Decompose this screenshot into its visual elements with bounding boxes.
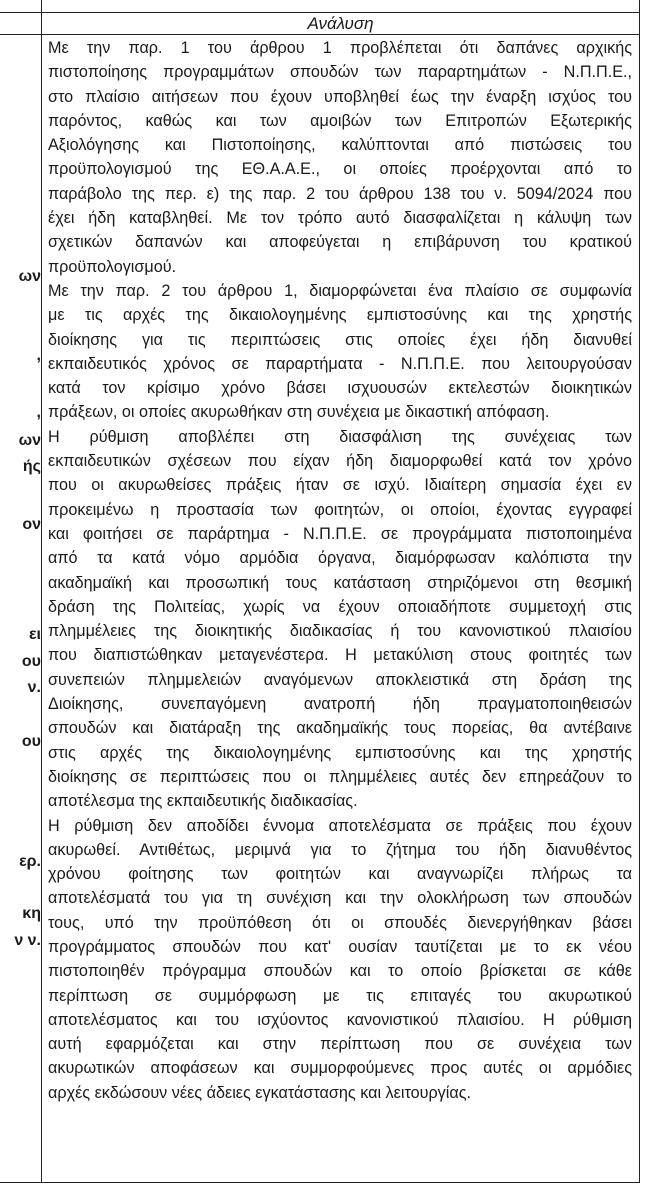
text-line: παρόντος, καθώς και των αμοιβών των Επιτροπών Εξωτερικής (48, 111, 632, 130)
analysis-paragraph (48, 814, 632, 1106)
text-line: Η ρύθμιση αποβλέπει στη διασφάλιση της συνέχειας των (48, 427, 632, 446)
text-line: αποτελέσματά του για τη συνέχιση και την ολοκλήρωση των σπουδών (48, 889, 632, 908)
text-line: στις αρχές της δικαιολογημένης εμπιστοσύνης και της χρηστής (48, 743, 632, 762)
text-line: κατά τον κρίσιμο χρόνο βάσει ισχυουσών εκτελεστών διοικητικών (48, 379, 632, 398)
text-line: σπουδών και διατάραξη της ακαδημαϊκής τους πορείας, θα αντέβαινε (48, 719, 632, 738)
analysis-paragraph (48, 279, 632, 425)
text-line: προκειμένω η προστασία των φοιτητών, οι οποίοι, έχοντας εγγραφεί (48, 500, 632, 519)
text-line: αρχές εκδώσουν νέες άδειες εγκατάστασης και λειτουργίας. (48, 1083, 472, 1102)
left-text-fragment: ου (21, 733, 41, 750)
text-line: χρόνου φοίτησης των φοιτητών και αναγνωρίζει πλήρως τα (48, 865, 632, 884)
text-line: διοίκησης σε περιπτώσεις που οι πλημμέλειες αυτές δεν επηρεάζουν το (48, 767, 632, 786)
text-line: πράξεων, οι οποίες ακυρωθήκαν στη συνέχεια με δικαστική απόφαση. (48, 403, 550, 422)
text-line: προϋπολογισμού της ΕΘ.Α.Α.Ε., οι οποίες προέρχονται από το (48, 160, 632, 179)
text-line: Η ρύθμιση δεν αποδίδει έννομα αποτελέσματα σε πράξεις που έχουν (48, 816, 632, 835)
left-text-fragment: κη (22, 905, 41, 922)
left-text-fragment: ον (22, 516, 41, 533)
table-bottom-border (0, 1182, 640, 1183)
left-text-fragment: ν ν. (14, 932, 41, 949)
column-divider (41, 0, 42, 1183)
text-line: δράση της Πολιτείας, χωρίς να έχουν οποιαδήποτε συμμετοχή στις (48, 597, 632, 616)
table-header-border (0, 34, 640, 35)
text-line: προϋπολογισμού. (48, 257, 177, 276)
left-text-fragment: ερ. (19, 853, 41, 870)
text-line: που διαπιστώθηκαν μεταγενέστερα. Η μετακύλιση στους φοιτητές των (48, 646, 632, 665)
text-line: συνεπειών πλημμελειών αναγόμενων αποκλειστικά στη δράση της (48, 670, 632, 689)
text-line: τους, υπό την προϋπόθεση ότι οι σπουδές διενεργήθηκαν βάσει (48, 913, 632, 932)
left-text-fragment: ει (28, 626, 41, 643)
text-line: παράβολο της περ. ε) της παρ. 2 του άρθρου 138 του ν. 5094/2024 που (48, 184, 632, 203)
text-line: διοίκησης για τις περιπτώσεις στις οποίες έχει ήδη διανυθεί (48, 330, 632, 349)
text-line: προγράμματος σπουδών που κατ' ουσίαν ταυτίζεται με το εκ νέου (48, 937, 632, 956)
text-line: αποτελέσματος και του ισχύοντος κανονιστικού πλαισίου. Η ρύθμιση (48, 1010, 632, 1029)
analysis-paragraph (48, 36, 632, 279)
text-line: Αξιολόγησης και Πιστοποίησης, καλύπτονται από πιστώσεις του (48, 136, 632, 155)
text-line: εκπαιδευτικός χρόνος σε παραρτήματα - Ν.Π.Π.Ε. που λειτουργούσαν (48, 354, 632, 373)
left-column-cut-off (0, 35, 41, 1182)
text-line: ακαδημαϊκή και προσωπική τους κατάσταση στηριζόμενοι στη θεσμική (48, 573, 632, 592)
text-line: στο πλαίσιο αιτήσεων που έχουν υποβληθεί έως την έναρξη ισχύος του (48, 87, 632, 106)
analysis-text (48, 36, 632, 1105)
left-text-fragment: ου (21, 653, 41, 670)
column-header: Ανάλυση (307, 14, 374, 33)
left-text-fragment: , (36, 404, 41, 421)
text-line: εκπαιδευτικών σχέσεων που είχαν ήδη διαμορφωθεί κατά τον χρόνο (48, 452, 632, 471)
text-line: περίπτωση σε συμμόρφωση με τις επιταγές του ακυρωτικού (48, 986, 632, 1005)
text-line: Με την παρ. 2 του άρθρου 1, διαμορφώνεται ένα πλαίσιο σε συμφωνία (48, 281, 632, 300)
text-line: πλημμέλειες της διοικητικής διαδικασίας ή του κανονιστικού πλαισίου (48, 622, 632, 641)
text-line: και φοιτήσει σε παράρτημα - Ν.Π.Π.Ε. σε προγράμματα πιστοποιημένα (48, 524, 632, 543)
text-line: με τις αρχές της δικαιολογημένης εμπιστοσύνης και της χρηστής (48, 306, 632, 325)
analysis-paragraph (48, 425, 632, 814)
table-right-border (639, 0, 640, 1183)
left-text-fragment: ν. (27, 679, 41, 696)
text-line: ακυρωθεί. Αντιθέτως, μεριμνά για το ζήτημα του ήδη διανυθέντος (48, 840, 632, 859)
left-text-fragment: ων (18, 432, 41, 449)
text-line: Διοίκησης, συνεπαγόμενη ανατροπή ήδη πραγματοποιηθεισών (48, 695, 632, 714)
text-line: Με την παρ. 1 του άρθρου 1 προβλέπεται ότι δαπάνες αρχικής (48, 39, 632, 57)
text-line: αυτή εφαρμόζεται και στην περίπτωση που σε συνέχεια των (48, 1035, 632, 1054)
left-text-fragment: , (36, 347, 41, 364)
text-line: που οι ακυρωθείσες πράξεις ήταν σε ισχύ. Ιδιαίτερη σημασία έχει εν (48, 476, 632, 495)
text-line: πιστοποίησης προγραμμάτων σπουδών των παραρτημάτων - Ν.Π.Π.Ε., (48, 63, 632, 82)
left-text-fragment: ων (18, 268, 41, 285)
text-line: αποτέλεσμα της εκπαιδευτικής διαδικασίας. (48, 792, 358, 811)
text-line: σχετικών δαπανών και αποφεύγεται η επιβάρυνση του κρατικού (48, 233, 632, 252)
text-line: από τα κατά νόμο αρμόδια όργανα, διαμόρφωσαν καλόπιστα την (48, 549, 632, 568)
text-line: πιστοποιηθέν πρόγραμμα σπουδών και το οποίο βρίσκεται σε κάθε (48, 962, 632, 981)
text-line: έχει ήδη καταβληθεί. Με τον τρόπο αυτό διασφαλίζεται η κάλυψη των (48, 209, 632, 228)
left-text-fragment: ής (22, 458, 41, 475)
text-line: ακυρωτικών αποφάσεων και συμμορφούμενες προς αυτές οι αρμόδιες (48, 1059, 632, 1078)
